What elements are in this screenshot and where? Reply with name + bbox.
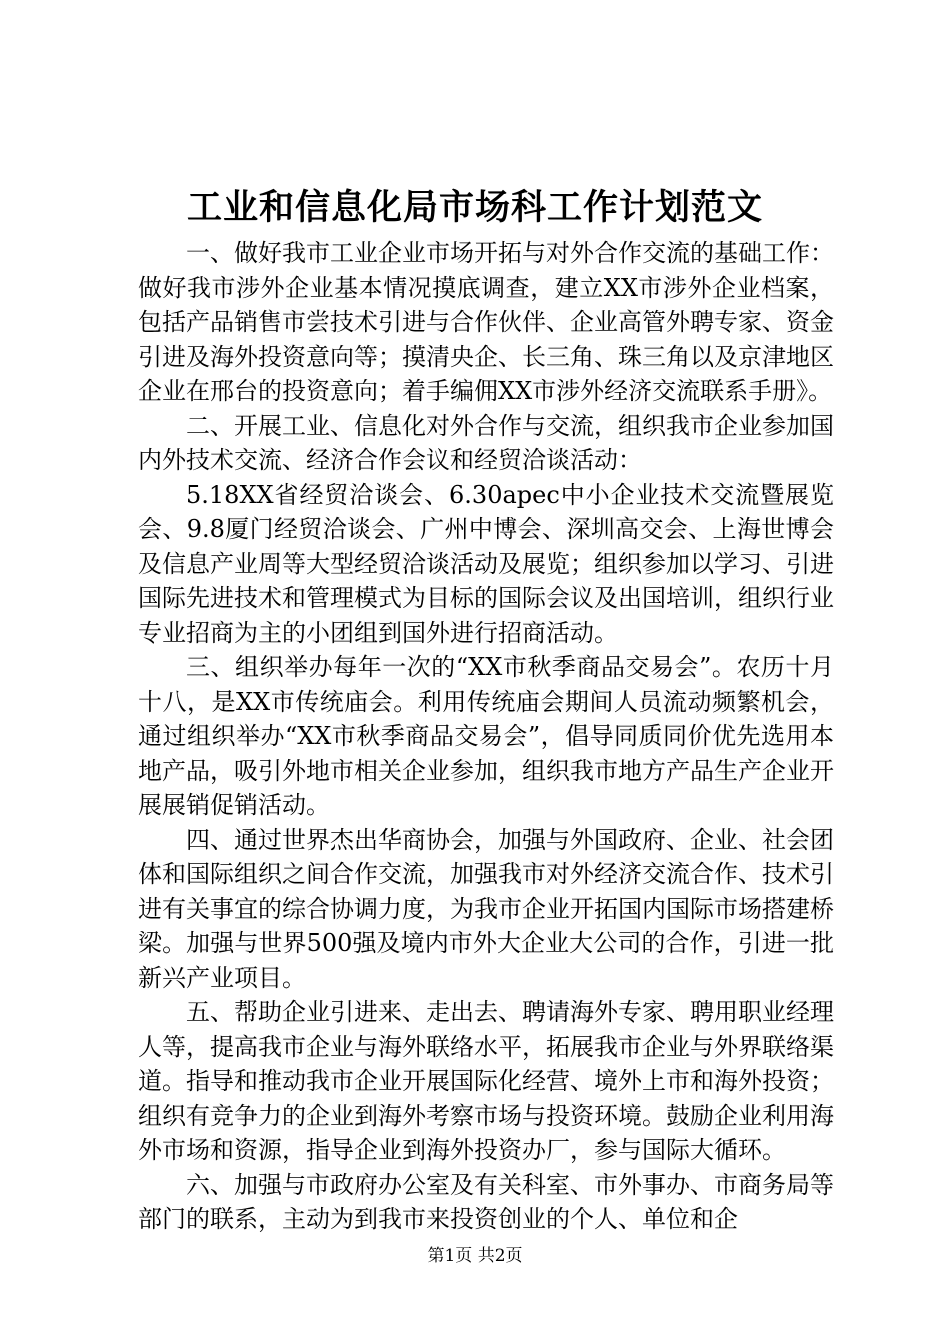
paragraph-3: 5.18XX省经贸洽谈会、6.30apec中小企业技术交流暨展览会、9.8厦门经贸洽谈会、广州中博会、深圳高交会、上海世博会及信息产业周等大型经贸洽谈活动及展览；组织参加以学习、引进国际先进技术和管理模式为目标的国际会议及出国培训，组织行业专业招商为主的小团组到国外进行招商活动。 bbox=[138, 480, 834, 647]
page-footer: 第1页 共2页 bbox=[427, 1246, 523, 1266]
document-title: 工业和信息化局市场科工作计划范文 bbox=[186, 187, 763, 228]
document-body bbox=[138, 236, 834, 1237]
paragraph-4: 三、组织举办每年一次的“XX市秋季商品交易会”。农历十月十八，是XX市传统庙会。利用传统庙会期间人员流动频繁机会，通过组织举办“XX市秋季商品交易会”，倡导同质同价优先选用本地产品，吸引外地市相关企业参加，组织我市地方产品生产企业开展展销促销活动。 bbox=[138, 653, 834, 819]
paragraph-5: 四、通过世界杰出华商协会，加强与外国政府、企业、社会团体和国际组织之间合作交流，加强我市对外经济交流合作、技术引进有关事宜的综合协调力度，为我市企业开拓国内国际市场搭建桥梁。加强与世界500强及境内市外大企业大公司的合作，引进一批新兴产业项目。 bbox=[138, 825, 834, 992]
paragraph-6: 五、帮助企业引进来、走出去、聘请海外专家、聘用职业经理人等，提高我市企业与海外联络水平，拓展我市企业与外界联络渠道。指导和推动我市企业开展国际化经营、境外上市和海外投资；组织有竞争力的企业到海外考察市场与投资环境。鼓励企业利用海外市场和资源，指导企业到海外投资办厂，参与国际大循环。 bbox=[138, 998, 834, 1164]
paragraph-1: 一、做好我市工业企业市场开拓与对外合作交流的基础工作：做好我市涉外企业基本情况摸底调查，建立XX市涉外企业档案，包括产品销售市尝技术引进与合作伙伴、企业高管外聘专家、资金引进及海外投资意向等；摸清央企、长三角、珠三角以及京津地区企业在邢台的投资意向；着手编佣XX市涉外经济交流联系手册》。 bbox=[138, 239, 834, 405]
paragraph-7: 六、加强与市政府办公室及有关科室、市外事办、市商务局等部门的联系，主动为到我市来投资创业的个人、单位和企 bbox=[138, 1170, 834, 1233]
paragraph-2: 二、开展工业、信息化对外合作与交流，组织我市企业参加国内外技术交流、经济合作会议和经贸洽谈活动： bbox=[138, 411, 834, 474]
